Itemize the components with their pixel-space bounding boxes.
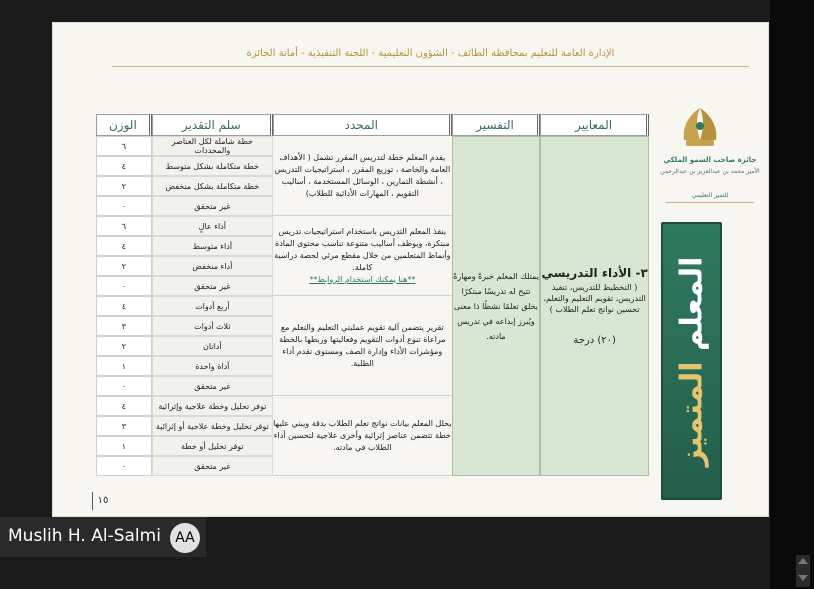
weight-cell: ٢	[96, 336, 152, 356]
weight-cell: ١	[96, 356, 152, 376]
scale-cell: خطة شاملة لكل العناصر والمحددات	[152, 136, 273, 156]
indicator-cell	[273, 136, 452, 216]
weight-cell: ٦	[96, 216, 152, 236]
criteria-title: ٣- الأداء التدريسي	[541, 266, 648, 280]
weight-cell: ٠	[96, 456, 152, 476]
weight-cell: ٠	[96, 376, 152, 396]
scale-cell: أربع أدوات	[152, 296, 273, 316]
scale-cell: توفر تحليل وخطة علاجية أو إثرائية	[152, 416, 273, 436]
slide-header: الإدارة العامة للتعليم بمحافظة الطائف - الشؤون التعليمية - اللجنة التنفيذية - أمانة الجائزة	[246, 48, 615, 59]
presentation-slide	[52, 22, 769, 517]
weight-cell: ٣	[96, 416, 152, 436]
indicator-text: ينفذ المعلم التدريس باستخدام استراتيجيات تدريس مبتكرة، ويوظف أساليب متنوعة تناسب محتوى المادة وأنماط المتعلمين من خلال مقطع مرئي لحصة دراسية كاملة.	[274, 226, 451, 272]
logo-text-1: جائزة صاحب السمو الملكي	[663, 156, 757, 164]
weight-cell: ١	[96, 436, 152, 456]
header-criteria: المعايير	[540, 114, 649, 136]
scale-cell: ثلاث أدوات	[152, 316, 273, 336]
criteria-degree: (٢٠) درجة	[573, 335, 616, 346]
scale-cell: أداء متوسط	[152, 236, 273, 256]
header-interpretation: التفسير	[452, 114, 540, 136]
distinguished-teacher-banner	[661, 222, 722, 500]
indicator-cell	[273, 396, 452, 476]
table-header-row	[96, 114, 649, 136]
indicator-text: تقرير يتضمن آلية تقويم عمليتي التعليم والتعلم مع مراعاة تنوع أدوات التقويم وفعاليتها وربطها بالخطة ومؤشرات الأداء وإدارة الصف ومستوى تقدم أداء الطلبة.	[279, 322, 446, 368]
scale-cell: غير متحقق	[152, 196, 273, 216]
header-scale: سلم التقدير	[152, 114, 273, 136]
weight-cell: ٦	[96, 136, 152, 156]
header-divider	[112, 66, 749, 67]
weight-cell: ٤	[96, 296, 152, 316]
right-sidebar-area	[770, 0, 814, 589]
scale-cell: أداة واحدة	[152, 356, 273, 376]
scale-cell: خطة متكاملة بشكل متوسط	[152, 156, 273, 176]
scale-cell: غير متحقق	[152, 456, 273, 476]
scale-cell: غير متحقق	[152, 376, 273, 396]
scale-cell: توفر تحليل أو خطة	[152, 436, 273, 456]
scroll-up-icon[interactable]	[798, 558, 808, 564]
weight-cell: ٠	[96, 196, 152, 216]
banner-text	[674, 256, 709, 466]
weight-cell: ٣	[96, 316, 152, 336]
scale-cell: أداء عالٍ	[152, 216, 273, 236]
header-weight: الوزن	[96, 114, 152, 136]
banner-text-prefix: المعلم	[674, 256, 710, 351]
participant-avatar: AA	[170, 523, 200, 553]
scale-cell: توفر تحليل وخطة علاجية وإثرائية	[152, 396, 273, 416]
header-indicator: المحدد	[273, 114, 452, 136]
links-hint-link[interactable]: **هنا يمكنك استخدام الروابط**	[309, 274, 416, 284]
table-row	[96, 136, 649, 156]
page-number: ١٥	[92, 492, 113, 510]
indicator-text: يقدم المعلم خطة لتدريس المقرر تشمل ( الأهداف العامة والخاصة ، توزيع المقرر ، استراتيجيات التدريس ، أنشطة التمارين ، الوسائل المستخدمة ، أساليب التقويم ، المهارات الأدائية للطلاب)	[274, 152, 451, 198]
indicator-cell	[273, 296, 452, 396]
weight-cell: ٢	[96, 256, 152, 276]
scale-cell: أداتان	[152, 336, 273, 356]
participant-tile[interactable]	[0, 517, 206, 557]
weight-cell: ٤	[96, 236, 152, 256]
logo-text-2: الأمير محمد بن عبدالعزيز بن عبدالرحمن	[660, 168, 760, 175]
scale-cell: أداء منخفض	[152, 256, 273, 276]
banner-text-accent: المتميز	[674, 360, 710, 466]
weight-cell: ٢	[96, 176, 152, 196]
indicator-cell	[273, 216, 452, 296]
award-logo	[656, 98, 764, 208]
logo-divider	[666, 202, 754, 203]
scroll-down-icon[interactable]	[798, 575, 808, 581]
criteria-note: ( التخطيط للتدريس، تنفيذ التدريس، تقويم التعليم والتعلم، تحسين نواتج تعلم الطلاب )	[543, 283, 646, 314]
weight-cell: ٠	[96, 276, 152, 296]
weight-cell: ٤	[96, 396, 152, 416]
scale-cell: خطة متكاملة بشكل منخفض	[152, 176, 273, 196]
indicator-text: يحلل المعلم بيانات نواتج تعلم الطلاب بدقة ويبني عليها خطة تتضمن عناصر إثرائية وأخرى علاجية لتحسين أداء الطلاب في مادته.	[273, 418, 452, 452]
award-emblem-icon	[678, 104, 722, 154]
scale-cell: غير متحقق	[152, 276, 273, 296]
evaluation-table	[96, 114, 649, 476]
participant-name: Muslih H. Al-Salmi	[8, 526, 161, 546]
criteria-cell	[540, 136, 649, 476]
weight-cell: ٤	[96, 156, 152, 176]
logo-text-4: للتميز التعليمي	[691, 192, 729, 199]
interpretation-cell: يمتلك المعلم خبرةً ومهارةً تتيح له تدريسًا مبتكرًا يخلق تعلمًا نشطًا ذا معنى ويُبرز إبداعه في تدريس مادته.	[452, 136, 540, 476]
